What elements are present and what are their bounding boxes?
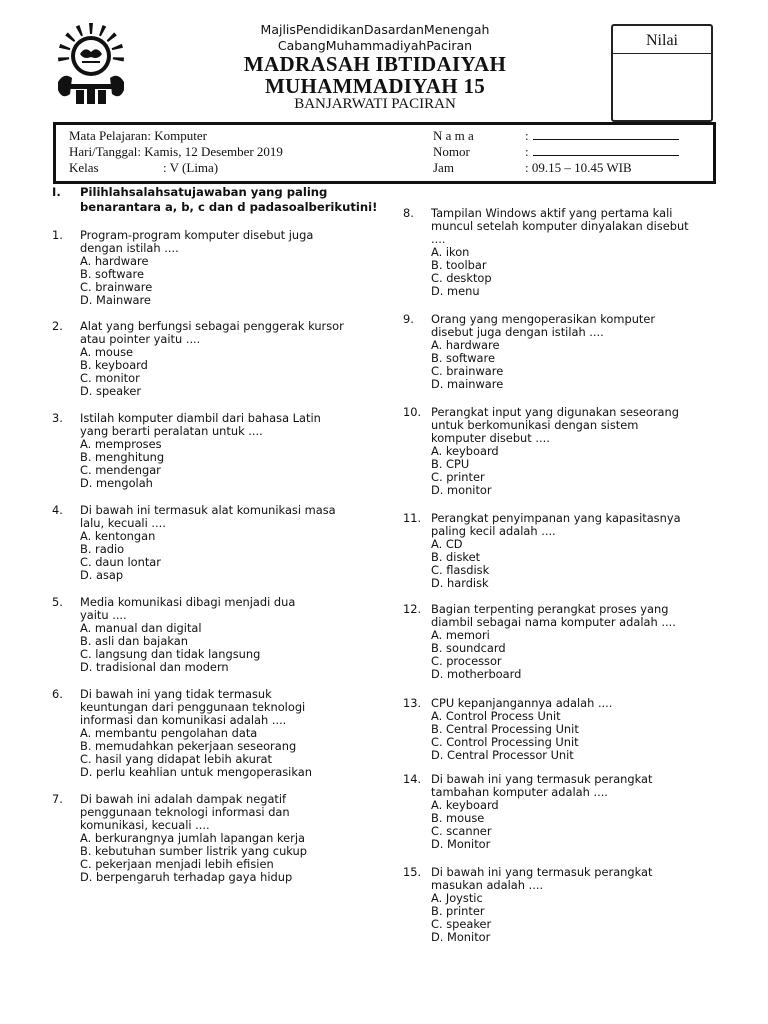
answer-option[interactable]: B. menghitung	[80, 450, 165, 464]
answer-option[interactable]: A. keyboard	[431, 798, 499, 812]
answer-option[interactable]: C. brainware	[80, 280, 153, 294]
answer-option[interactable]: A. memori	[431, 628, 490, 642]
answer-option[interactable]: B. CPU	[431, 457, 470, 471]
question-4	[52, 504, 370, 582]
question-text: Orang yang mengoperasikan komputer disebut juga dengan istilah ....	[431, 312, 656, 339]
instruction-text: Pilihlahsalahsatujawaban yang paling benarantara a, b, c dan d padasoalberikutini!	[80, 185, 378, 214]
question-6	[52, 688, 370, 779]
answer-option[interactable]: A. manual dan digital	[80, 621, 202, 635]
answer-options	[431, 892, 721, 944]
question-text: Istilah komputer diambil dari bahasa Latin yang berarti peralatan untuk ....	[80, 411, 321, 438]
school-title-2: MUHAMMADIYAH 15	[264, 74, 486, 98]
question-text: Perangkat input yang digunakan seseorang untuk berkomunikasi dengan sistem komputer disebut ....	[431, 405, 679, 445]
time-row: Jam : 09.15 – 10.45 WIB	[433, 160, 632, 175]
answer-option[interactable]: A. ikon	[431, 245, 470, 259]
question-5	[52, 596, 370, 674]
date-value: Kamis, 12 Desember 2019	[144, 144, 283, 159]
answer-option[interactable]: C. processor	[431, 654, 502, 668]
answer-options	[431, 799, 721, 851]
answer-option[interactable]: C. mendengar	[80, 463, 161, 477]
answer-option[interactable]: B. mouse	[431, 811, 485, 825]
name-row: N a m a :	[433, 128, 679, 144]
answer-option[interactable]: D. Mainware	[80, 293, 151, 307]
question-number: 1.	[52, 228, 63, 242]
answer-option[interactable]: D. mengolah	[80, 476, 153, 490]
score-box[interactable]	[611, 24, 713, 122]
answer-option[interactable]: C. flasdisk	[431, 563, 490, 577]
school-location: BANJARWATI PACIRAN	[294, 96, 456, 112]
branch-name: CabangMuhammadiyahPaciran	[277, 38, 473, 53]
question-number: 7.	[52, 792, 63, 806]
answer-options	[431, 538, 721, 590]
time-label: Jam	[433, 160, 454, 175]
question-text: Tampilan Windows aktif yang pertama kali muncul setelah komputer dinyalakan disebut ....	[431, 206, 689, 246]
date-row: Hari/Tanggal: Kamis, 12 Desember 2019	[69, 144, 283, 159]
answer-option[interactable]: A. Control Process Unit	[431, 709, 561, 723]
answer-options	[80, 255, 370, 307]
answer-option[interactable]: A. mouse	[80, 345, 134, 359]
answer-options	[80, 530, 370, 582]
answer-option[interactable]: D. menu	[431, 284, 480, 298]
answer-option[interactable]: D. asap	[80, 568, 124, 582]
answer-option[interactable]: D. mainware	[431, 377, 504, 391]
question-text: Di bawah ini yang termasuk perangkat masukan adalah ....	[431, 865, 653, 892]
question-10	[403, 406, 721, 497]
question-11	[403, 512, 721, 590]
answer-options	[80, 346, 370, 398]
answer-option[interactable]: C. hasil yang didapat lebih akurat	[80, 752, 272, 766]
question-14	[403, 773, 721, 851]
answer-option[interactable]: A. keyboard	[431, 444, 499, 458]
question-9	[403, 313, 721, 391]
score-label: Nilai	[646, 32, 678, 49]
question-text: Perangkat penyimpanan yang kapasitasnya paling kecil adalah ....	[431, 511, 681, 538]
question-12	[403, 603, 721, 681]
answer-option[interactable]: B. software	[431, 351, 495, 365]
answer-option[interactable]: B. memudahkan pekerjaan seseorang	[80, 739, 297, 753]
answer-option[interactable]: B. printer	[431, 904, 485, 918]
answer-option[interactable]: A. hardware	[431, 338, 500, 352]
answer-option[interactable]: D. motherboard	[431, 667, 522, 681]
question-text: Di bawah ini yang tidak termasuk keuntungan dari penggunaan teknologi informasi dan komunikasi adalah ....	[80, 687, 306, 727]
question-2	[52, 320, 370, 398]
question-number: 3.	[52, 411, 63, 425]
question-number: 15.	[403, 865, 422, 879]
number-label: Nomor	[433, 144, 470, 159]
answer-option[interactable]: B. soundcard	[431, 641, 506, 655]
answer-option[interactable]: B. disket	[431, 550, 481, 564]
answer-options	[80, 832, 370, 884]
answer-option[interactable]: D. berpengaruh terhadap gaya hidup	[80, 870, 293, 884]
answer-option[interactable]: B. keyboard	[80, 358, 148, 372]
student-info-box	[53, 122, 716, 184]
answer-option[interactable]: C. langsung dan tidak langsung	[80, 647, 261, 661]
answer-option[interactable]: D. perlu keahlian untuk mengoperasikan	[80, 765, 312, 779]
question-number: 5.	[52, 595, 63, 609]
answer-option[interactable]: B. radio	[80, 542, 125, 556]
question-text: CPU kepanjangannya adalah ....	[431, 696, 613, 710]
answer-option[interactable]: C. daun lontar	[80, 555, 161, 569]
answer-options	[431, 710, 721, 762]
number-row: Nomor :	[433, 144, 679, 160]
subject-value: Komputer	[154, 128, 207, 143]
question-7	[52, 793, 370, 884]
class-label: Kelas	[69, 160, 99, 175]
answer-options	[431, 629, 721, 681]
answer-option[interactable]: C. pekerjaan menjadi lebih efisien	[80, 857, 274, 871]
answer-option[interactable]: B. kebutuhan sumber listrik yang cukup	[80, 844, 307, 858]
question-text: Alat yang berfungsi sebagai penggerak kursor atau pointer yaitu ....	[80, 319, 344, 346]
answer-options	[80, 622, 370, 674]
question-text: Di bawah ini yang termasuk perangkat tambahan komputer adalah ....	[431, 772, 653, 799]
question-13	[403, 697, 721, 762]
answer-options	[80, 438, 370, 490]
answer-option[interactable]: A. hardware	[80, 254, 149, 268]
section-number: I.	[52, 185, 61, 199]
subject-row: Mata Pelajaran: Komputer	[69, 128, 207, 143]
question-number: 9.	[403, 312, 414, 326]
answer-option[interactable]: A. Joystic	[431, 891, 483, 905]
class-row: Kelas : V (Lima)	[69, 160, 219, 175]
question-text: Media komunikasi dibagi menjadi dua yaitu ....	[80, 595, 296, 622]
answer-option[interactable]: A. CD	[431, 537, 463, 551]
question-number: 2.	[52, 319, 63, 333]
answer-option[interactable]: D. tradisional dan modern	[80, 660, 229, 674]
question-number: 6.	[52, 687, 63, 701]
answer-options	[80, 727, 370, 779]
answer-option[interactable]: C. Control Processing Unit	[431, 735, 579, 749]
answer-option[interactable]: B. Central Processing Unit	[431, 722, 579, 736]
council-name: MajlisPendidikanDasardanMenengah	[260, 22, 490, 37]
question-number: 8.	[403, 206, 414, 220]
muhammadiyah-logo-icon	[52, 22, 130, 106]
answer-option[interactable]: D. monitor	[431, 483, 492, 497]
answer-option[interactable]: A. memproses	[80, 437, 162, 451]
answer-option[interactable]: B. asli dan bajakan	[80, 634, 188, 648]
answer-options	[431, 445, 721, 497]
time-value: 09.15 – 10.45 WIB	[531, 160, 632, 175]
answer-options	[431, 246, 721, 298]
question-text: Di bawah ini termasuk alat komunikasi masa lalu, kecuali ....	[80, 503, 336, 530]
question-number: 10.	[403, 405, 422, 419]
question-8	[403, 207, 721, 298]
answer-option[interactable]: D. hardisk	[431, 576, 489, 590]
question-text: Bagian terpenting perangkat proses yang diambil sebagai nama komputer adalah ....	[431, 602, 676, 629]
answer-option[interactable]: B. software	[80, 267, 144, 281]
question-3	[52, 412, 370, 490]
question-number: 12.	[403, 602, 422, 616]
answer-option[interactable]: D. speaker	[80, 384, 142, 398]
score-divider	[613, 53, 711, 54]
subject-label: Mata Pelajaran	[69, 128, 148, 143]
question-1	[52, 229, 370, 307]
answer-option[interactable]: D. Monitor	[431, 837, 491, 851]
question-text: Di bawah ini adalah dampak negatif penggunaan teknologi informasi dan komunikasi, kecuali ....	[80, 792, 290, 832]
answer-option[interactable]: D. Central Processor Unit	[431, 748, 574, 762]
answer-option[interactable]: A. berkurangnya jumlah lapangan kerja	[80, 831, 306, 845]
question-text: Program-program komputer disebut juga dengan istilah ....	[80, 228, 314, 255]
class-value: V (Lima)	[169, 160, 219, 175]
answer-option[interactable]: A. membantu pengolahan data	[80, 726, 258, 740]
answer-option[interactable]: C. brainware	[431, 364, 504, 378]
answer-option[interactable]: C. printer	[431, 470, 485, 484]
name-field[interactable]	[533, 129, 679, 140]
answer-option[interactable]: C. monitor	[80, 371, 140, 385]
name-label: N a m a	[433, 128, 474, 143]
question-15	[403, 866, 721, 944]
answer-option[interactable]: C. speaker	[431, 917, 492, 931]
answer-option[interactable]: C. scanner	[431, 824, 492, 838]
question-number: 14.	[403, 772, 422, 786]
date-label: Hari/Tanggal	[69, 144, 138, 159]
answer-options	[431, 339, 721, 391]
question-number: 11.	[403, 511, 422, 525]
answer-option[interactable]: B. toolbar	[431, 258, 487, 272]
school-title: MADRASAH IBTIDAIYAH	[243, 52, 507, 76]
question-number: 4.	[52, 503, 63, 517]
answer-option[interactable]: D. Monitor	[431, 930, 491, 944]
answer-option[interactable]: A. kentongan	[80, 529, 156, 543]
question-number: 13.	[403, 696, 422, 710]
number-field[interactable]	[533, 145, 679, 156]
answer-option[interactable]: C. desktop	[431, 271, 492, 285]
